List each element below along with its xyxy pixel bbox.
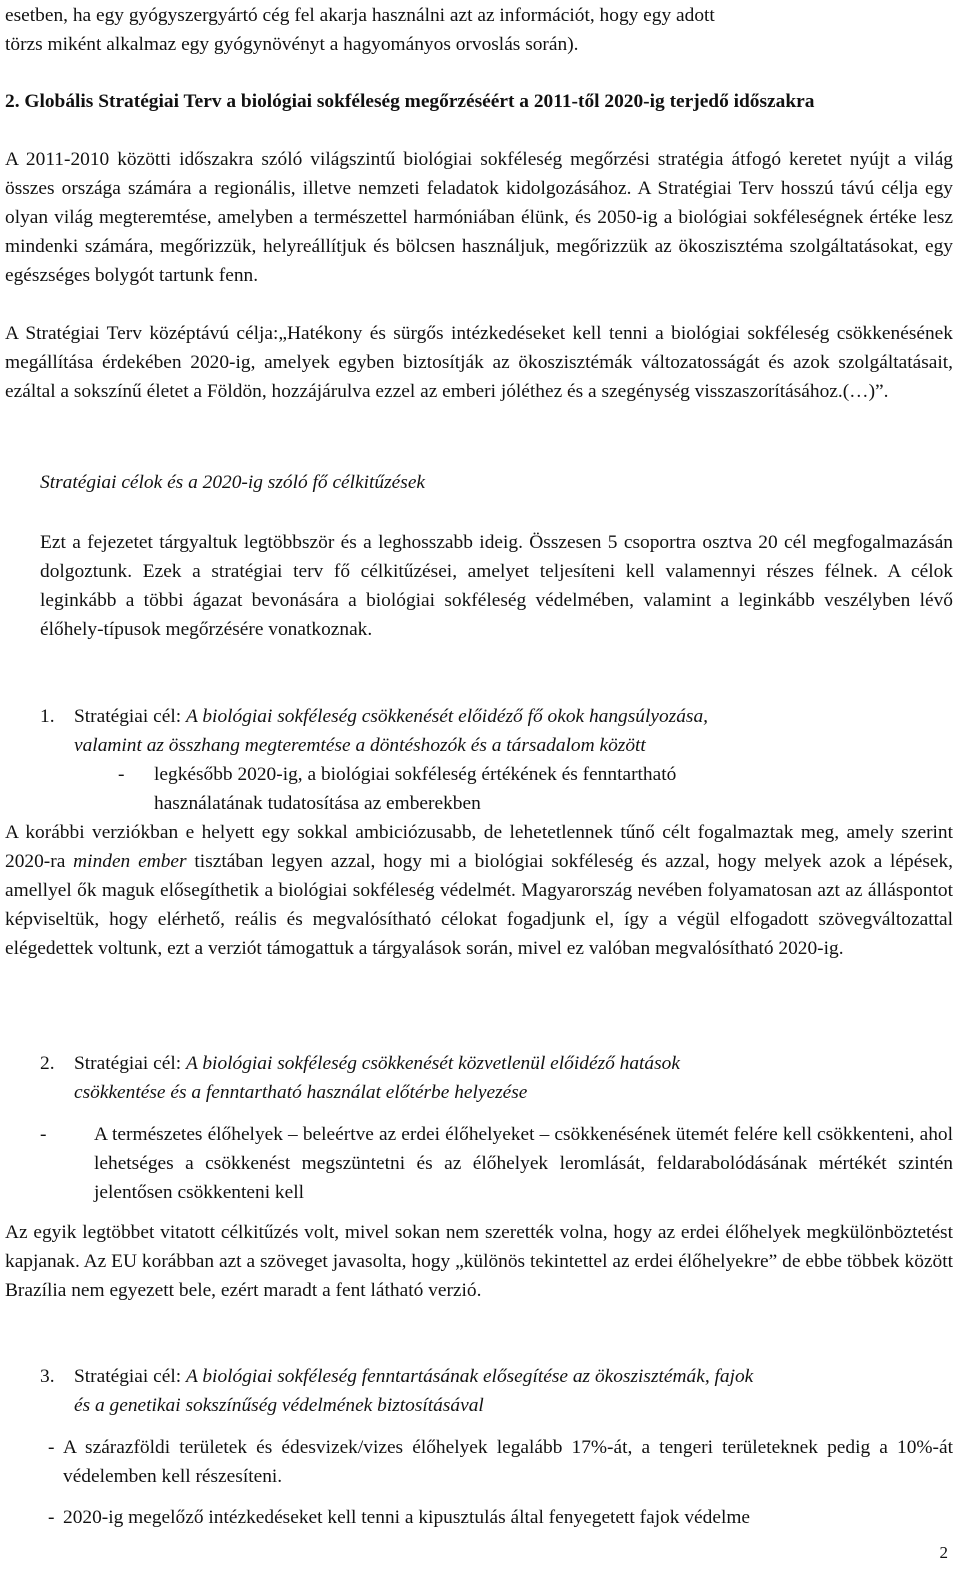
goal-2-title-line-2: csökkentése és a fenntartható használat előtérbe helyezése	[74, 1082, 528, 1103]
goal-3-bullet-2-dash: -	[48, 1507, 55, 1528]
goal-1-number: 1.	[40, 706, 55, 727]
goal-1-comment	[5, 818, 953, 963]
goal-1-title-line-2: valamint az összhang megteremtése a döntéshozók és a társadalom között	[74, 735, 646, 756]
goal-2-title-line-1: A biológiai sokféleség csökkenését közvetlenül előidéző hatások	[186, 1053, 680, 1074]
goal-3-number: 3.	[40, 1366, 55, 1387]
goal-3-bullet-2-text: 2020-ig megelőző intézkedéseket kell tenni a kipusztulás által fenyegetett fajok védelme	[63, 1507, 751, 1528]
section-paragraph-2: A Stratégiai Terv középtávú célja:„Hatékony és sürgős intézkedéseket kell tenni a biológiai sokféleség csökkenésének megállítása érdekében 2020-ig, amelyek egyben biztosítják az ökoszisztémák változatosságát és azok szolgáltatásait, ezáltal a sokszínű életet a Földön, hozzájárulva ezzel az emberi jóléthez és a szegénység visszaszorításához.(…)”.	[5, 323, 953, 402]
subsection-paragraph: Ezt a fejezetet tárgyaltuk legtöbbször és a leghosszabb ideig. Összesen 5 csoportra osztva 20 cél megfogalmazásán dolgoztunk. Ezek a stratégiai terv fő célkitűzései, amelyet teljesíteni kell valamennyi részes félnek. A célok leginkább a többi ágazat bevonására a biológiai sokféleség védelmében, valamint a leginkább veszélyben lévő élőhely-típusok megőrzésére vonatkoznak.	[40, 532, 953, 640]
section-paragraph-1: A 2011-2010 közötti időszakra szóló világszintű biológiai sokféleség megőrzési stratégia átfogó keretet nyújt a világ összes országa számára a regionális, illetve nemzeti feladatok kidolgozásához. A Stratégiai Terv hosszú távú célja egy olyan világ megteremtése, amelyben a természettel harmóniában élünk, és 2050-ig a biológiai sokféleségnek értéke lesz mindenki számára, megőrizzük, helyreállítjuk és bölcsen használjuk, megőrizzük az ökoszisztéma szolgáltatásokat, egy egészséges bolygót tartunk fenn.	[5, 149, 953, 286]
intro-line-1: esetben, ha egy gyógyszergyártó cég fel akarja használni azt az információt, hogy egy adott	[5, 5, 715, 26]
goal-3-title-line-1: A biológiai sokféleség fenntartásának elősegítése az ökoszisztémák, fajok	[186, 1366, 754, 1387]
section-heading: 2. Globális Stratégiai Terv a biológiai sokféleség megőrzéséért a 2011-től 2020-ig terjedő időszakra	[5, 91, 815, 112]
goal-1-bullet-line-1: legkésőbb 2020-ig, a biológiai sokféleség értékének és fenntartható	[154, 764, 677, 785]
goal-1-comment-part-a: A korábbi verziókban e helyett egy sokkal ambiciózusabb, de lehetetlennek tűnő célt fogalmaztak meg, amely szerint 2020-ra	[5, 822, 953, 872]
goal-2-comment: Az egyik legtöbbet vitatott célkitűzés volt, mivel sokan nem szerették volna, hogy az erdei élőhelyek megkülönböztetést kapjanak. Az EU korábban azt a szöveget javasolta, hogy „különös tekintettel az erdei élőhelyekre” de ebbe többek között Brazília nem egyezett bele, ezért maradt a fent látható verzió.	[5, 1222, 953, 1301]
goal-2-bullet-dash: -	[40, 1124, 47, 1145]
goal-1-bullet-dash: -	[118, 764, 125, 785]
page-number: 2	[939, 1543, 948, 1562]
goal-1-title-line-1: A biológiai sokféleség csökkenését előidéző fő okok hangsúlyozása,	[186, 706, 709, 727]
subsection-title: Stratégiai célok és a 2020-ig szóló fő célkitűzések	[40, 472, 426, 493]
intro-text	[5, 1, 953, 59]
goal-2-bullet-text: A természetes élőhelyek – beleértve az erdei élőhelyeket – csökkenésének ütemét felére kell csökkenteni, ahol lehetséges a csökkenést megszüntetni és az élőhelyek leromlását, feldarabolódásának mértékét szintén jelentősen csökkenteni kell	[94, 1124, 953, 1203]
goal-3-label: Stratégiai cél:	[74, 1366, 182, 1387]
goal-1-label: Stratégiai cél:	[74, 706, 182, 727]
goal-2-label: Stratégiai cél:	[74, 1053, 182, 1074]
goal-1-bullet-line-2: használatának tudatosítása az emberekben	[154, 793, 481, 814]
goal-3-bullet-1-dash: -	[48, 1437, 55, 1458]
goal-1-comment-part-b: tisztában legyen azzal, hogy mi a biológiai sokféleség és azzal, hogy melyek azok a lépések, amellyel ők maguk elősegíthetik a biológiai sokféleség védelmét. Magyarország nevében folyamatosan azt az álláspontot képviseltük, hogy elérhető, reális és megvalósítható célokat fogadjunk el, így a végül elfogadott szövegváltozattal elégedettek voltunk, ezt a verziót támogattuk a tárgyalások során, mivel ez valóban megvalósítható 2020-ig.	[5, 851, 954, 959]
goal-2-number: 2.	[40, 1053, 55, 1074]
goal-1-comment-emphasis: minden ember	[73, 851, 187, 872]
goal-3-bullet-1-text: A szárazföldi területek és édesvizek/vizes élőhelyek legalább 17%-át, a tengeri területeknek pedig a 10%-át védelemben kell részesíteni.	[63, 1437, 953, 1487]
goal-3-title-line-2: és a genetikai sokszínűség védelmének biztosításával	[74, 1395, 484, 1416]
intro-line-2: törzs miként alkalmaz egy gyógynövényt a hagyományos orvoslás során).	[5, 34, 579, 55]
